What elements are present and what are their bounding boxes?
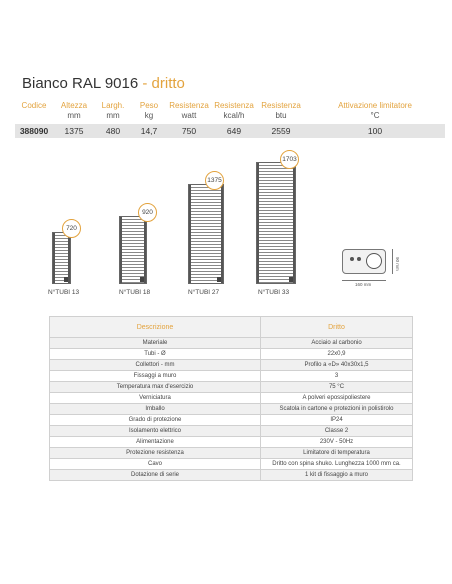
tubi-label: N°TUBI 18 bbox=[119, 289, 151, 296]
column-header: Descrizione bbox=[50, 317, 261, 338]
row-value: Scatola in cartone e protezioni in polistirolo bbox=[261, 404, 413, 415]
spec-unit bbox=[15, 111, 53, 121]
height-dimension-label: 90 mm bbox=[395, 257, 400, 271]
height-dimension-line bbox=[392, 249, 393, 274]
height-badge: 1375 bbox=[205, 171, 224, 190]
spec-value: 649 bbox=[226, 126, 242, 136]
spec-value: 14,7 bbox=[140, 126, 158, 136]
spec-unit: mm bbox=[67, 111, 81, 120]
row-label: Materiale bbox=[50, 338, 261, 349]
title-main: Bianco RAL 9016 bbox=[22, 75, 139, 92]
spec-value: 100 bbox=[367, 126, 383, 136]
radiator-drawing bbox=[256, 162, 296, 284]
spec-table bbox=[15, 101, 445, 138]
radiator-drawing bbox=[188, 184, 224, 284]
radiator-drawing bbox=[119, 216, 147, 284]
spec-value: 2559 bbox=[271, 126, 291, 136]
row-value: 1 kit di fissaggio a muro bbox=[261, 470, 413, 481]
table-row bbox=[50, 338, 413, 349]
table-row bbox=[50, 470, 413, 481]
spec-unit: watt bbox=[181, 111, 197, 120]
row-label: Isolamento elettrico bbox=[50, 426, 261, 437]
table-row bbox=[50, 382, 413, 393]
spec-value: 1375 bbox=[64, 126, 84, 136]
row-label: Cavo bbox=[50, 459, 261, 470]
row-value: Classe 2 bbox=[261, 426, 413, 437]
spec-unit: mm bbox=[106, 111, 120, 120]
spec-unit: btu bbox=[275, 111, 287, 120]
row-label: Verniciatura bbox=[50, 393, 261, 404]
row-label: Imballo bbox=[50, 404, 261, 415]
table-row bbox=[50, 459, 413, 470]
table-row bbox=[50, 437, 413, 448]
table-row bbox=[50, 371, 413, 382]
table-row bbox=[50, 393, 413, 404]
row-label: Temperatura max d'esercizio bbox=[50, 382, 261, 393]
row-value: 22x0,9 bbox=[261, 349, 413, 360]
row-value: Profilo a «D» 40x30x1,5 bbox=[261, 360, 413, 371]
row-label: Collettori - mm bbox=[50, 360, 261, 371]
tubi-label: N°TUBI 13 bbox=[48, 289, 80, 296]
row-label: Protezione resistenza bbox=[50, 448, 261, 459]
row-label: Tubi - Ø bbox=[50, 349, 261, 360]
row-value: Acciaio al carbonio bbox=[261, 338, 413, 349]
spec-header: Resistenza bbox=[169, 101, 209, 110]
spec-header: Peso bbox=[139, 101, 159, 110]
height-badge: 1703 bbox=[280, 150, 299, 169]
spec-unit: °C bbox=[370, 111, 380, 120]
tubi-label: N°TUBI 27 bbox=[188, 289, 220, 296]
indicator-dot-icon bbox=[350, 257, 354, 261]
spec-units-row bbox=[15, 111, 445, 121]
page-title bbox=[22, 75, 185, 92]
thermostat-controller-drawing bbox=[342, 249, 386, 274]
table-row bbox=[50, 404, 413, 415]
row-label: Alimentazione bbox=[50, 437, 261, 448]
indicator-dot-icon bbox=[357, 257, 361, 261]
table-row bbox=[50, 415, 413, 426]
row-label: Grado di protezione bbox=[50, 415, 261, 426]
row-value: IP24 bbox=[261, 415, 413, 426]
table-header-row bbox=[50, 317, 413, 338]
width-dimension-label: 160 mm bbox=[355, 282, 372, 287]
height-badge: 720 bbox=[62, 219, 81, 238]
description-table bbox=[49, 316, 413, 481]
spec-unit: kg bbox=[144, 111, 154, 120]
row-label: Dotazione di serie bbox=[50, 470, 261, 481]
table-row bbox=[50, 349, 413, 360]
table-row bbox=[50, 360, 413, 371]
spec-unit: kcal/h bbox=[223, 111, 245, 120]
tubi-label: N°TUBI 33 bbox=[258, 289, 290, 296]
column-header: Dritto bbox=[261, 317, 413, 338]
row-value: 3 bbox=[261, 371, 413, 382]
row-value: 75 °C bbox=[261, 382, 413, 393]
row-value: 230V - 50Hz bbox=[261, 437, 413, 448]
row-value: A polveri epossipoliestere bbox=[261, 393, 413, 404]
height-badge: 920 bbox=[138, 203, 157, 222]
dial-knob-icon bbox=[366, 253, 382, 269]
spec-value: 750 bbox=[181, 126, 197, 136]
title-sub: - dritto bbox=[142, 75, 185, 92]
spec-header: Resistenza bbox=[261, 101, 301, 110]
spec-header: Resistenza bbox=[214, 101, 254, 110]
spec-header: Largh. bbox=[101, 101, 125, 110]
spec-header-row bbox=[15, 101, 445, 111]
spec-header: Attivazione limitatore bbox=[338, 101, 412, 110]
spec-header: Codice bbox=[21, 101, 47, 110]
row-value: Limitatore di temperatura bbox=[261, 448, 413, 459]
row-label: Fissaggi a muro bbox=[50, 371, 261, 382]
spec-header: Altezza bbox=[60, 101, 88, 110]
radiator-drawing bbox=[52, 232, 71, 284]
table-row bbox=[50, 448, 413, 459]
row-value: Dritto con spina shuko. Lunghezza 1000 mm ca. bbox=[261, 459, 413, 470]
spec-values-row bbox=[15, 124, 445, 138]
width-dimension-line bbox=[342, 280, 386, 281]
spec-value: 480 bbox=[105, 126, 121, 136]
table-row bbox=[50, 426, 413, 437]
spec-value-code: 388090 bbox=[19, 126, 49, 136]
